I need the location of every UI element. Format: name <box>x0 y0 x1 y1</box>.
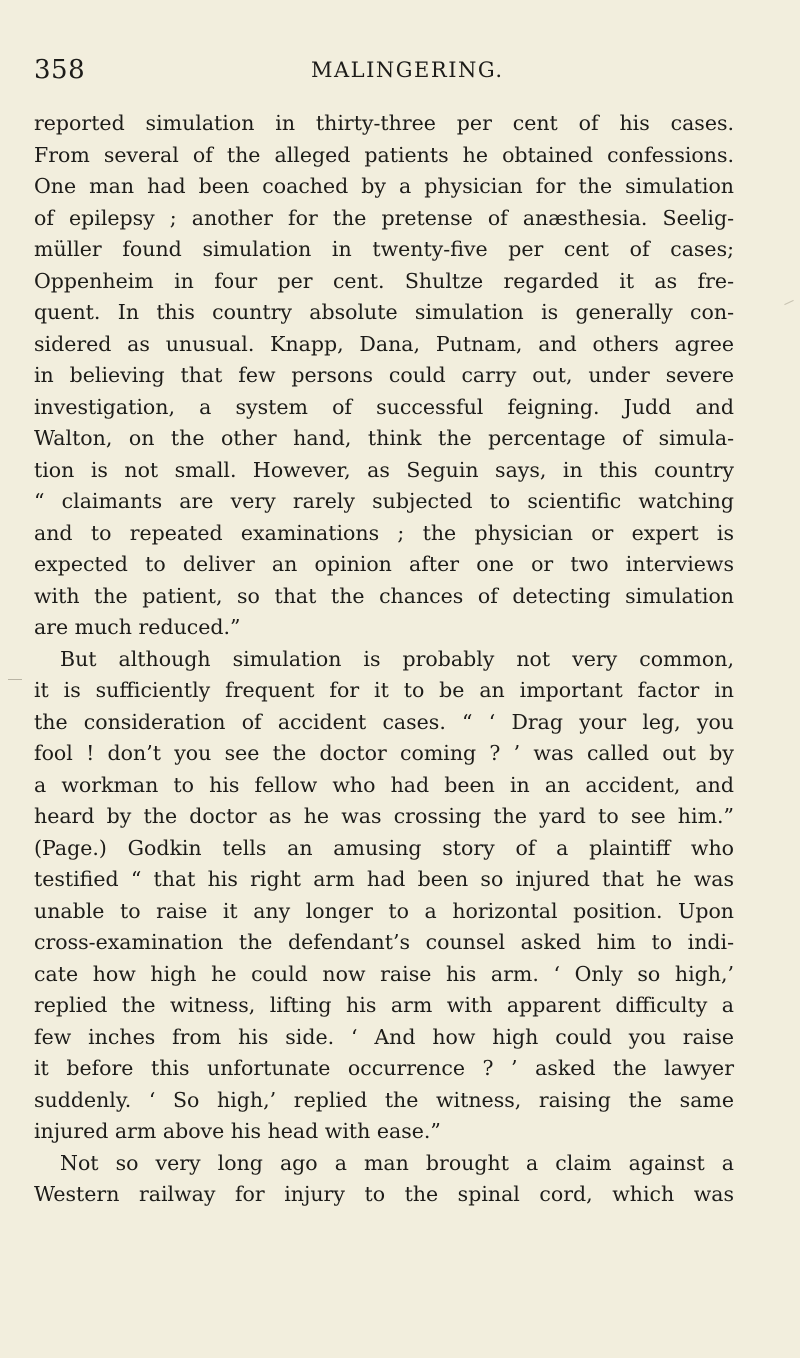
text-line: heard by the doctor as he was crossing the yard to see him.” <box>34 804 734 828</box>
text-line: testified “ that his right arm had been so injured that he was <box>34 867 734 891</box>
text-line: fool ! don’t you see the doctor coming ? ’ was called out by <box>34 741 734 765</box>
text-line: tion is not small. However, as Seguin says, in this country <box>34 457 734 482</box>
running-head: MALINGERING. <box>311 58 504 82</box>
text-line: the consideration of accident cases. “ ‘ Drag your leg, you <box>34 709 734 734</box>
text-line: suddenly. ‘ So high,’ replied the witness, raising the same <box>34 1087 734 1112</box>
text-line: of epilepsy ; another for the pretense of anæsthesia. Seelig- <box>34 205 734 230</box>
paragraph-end-line: injured arm above his head with ease.” <box>34 1119 441 1143</box>
text-line: cross-examination the defendant’s counsel asked him to indi- <box>34 930 734 954</box>
text-line: sidered as unusual. Knapp, Dana, Putnam, and others agree <box>34 331 734 356</box>
text-line: expected to deliver an opinion after one or two interviews <box>34 552 734 576</box>
text-line: it is sufficiently frequent for it to be an important factor in <box>34 678 734 702</box>
text-line: (Page.) Godkin tells an amusing story of a plaintiff who <box>34 835 734 860</box>
paragraph-start-line: But although simulation is probably not very common, <box>60 646 734 671</box>
text-line: reported simulation in thirty-three per cent of his cases. <box>34 111 734 135</box>
margin-mark <box>8 679 22 680</box>
text-line: One man had been coached by a physician for the simulation <box>34 174 734 198</box>
text-line: unable to raise it any longer to a horizontal position. Upon <box>34 898 734 923</box>
text-line: müller found simulation in twenty-five per cent of cases; <box>34 237 734 261</box>
text-line: investigation, a system of successful feigning. Judd and <box>34 394 734 419</box>
paragraph-end-line: are much reduced.” <box>34 615 241 639</box>
paragraph-start-line: Not so very long ago a man brought a claim against a <box>60 1150 734 1175</box>
text-line: with the patient, so that the chances of detecting simulation <box>34 583 734 608</box>
page-number: 358 <box>34 55 86 85</box>
text-line: Western railway for injury to the spinal cord, which was <box>34 1182 734 1206</box>
text-line: cate how high he could now raise his arm. ‘ Only so high,’ <box>34 961 734 986</box>
text-line: replied the witness, lifting his arm with apparent difficulty a <box>34 993 734 1017</box>
text-line: quent. In this country absolute simulation is generally con- <box>34 300 734 324</box>
text-line: Walton, on the other hand, think the percentage of simula- <box>34 426 734 450</box>
text-line: in believing that few persons could carry out, under severe <box>34 363 734 387</box>
text-line: it before this unfortunate occurrence ? ’ asked the lawyer <box>34 1056 734 1080</box>
text-line: From several of the alleged patients he obtained confessions. <box>34 142 734 167</box>
text-line: a workman to his fellow who had been in an accident, and <box>34 772 734 797</box>
text-line: “ claimants are very rarely subjected to scientific watching <box>34 489 734 513</box>
margin-mark <box>784 300 793 305</box>
text-line: and to repeated examinations ; the physician or expert is <box>34 520 734 545</box>
text-line: few inches from his side. ‘ And how high could you raise <box>34 1024 734 1049</box>
body-text <box>34 108 734 1211</box>
text-line: Oppenheim in four per cent. Shultze regarded it as fre- <box>34 268 734 293</box>
